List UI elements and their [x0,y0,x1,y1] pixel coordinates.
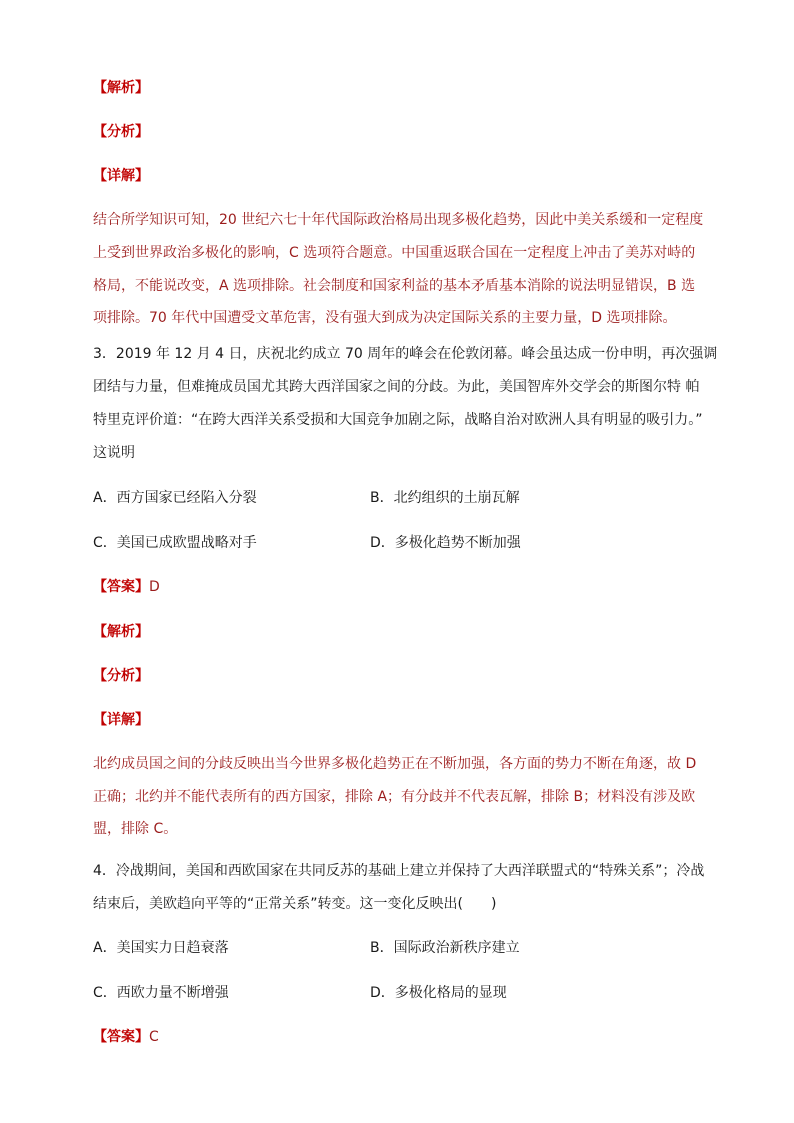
q3-answer-value: D [149,579,160,595]
q4-answer-value: C [149,1029,159,1045]
q3-xiangjie-label: 【详解】 [93,712,149,728]
q2-explanation-line: 项排除。70 年代中国遭受文革危害，没有强大到成为决定国际关系的主要力量，D 选项排除。 [93,310,677,326]
q3-explanation-line: 盟，排除 C。 [93,821,178,837]
q3-option-d: D．多极化趋势不断加强 [370,535,521,551]
q3-option-a: A．西方国家已经陷入分裂 [93,490,257,506]
q3-answer [93,577,160,597]
q3-stem-line: 团结与力量，但难掩成员国尤其跨大西洋国家之间的分歧。为此，美国智库外交学会的斯图尔特 帕 [93,379,700,395]
q4-option-d: D．多极化格局的显现 [370,985,507,1001]
q4-stem-line: 结束后，美欧趋向平等的“正常关系”转变。这一变化反映出( ) [93,896,497,912]
q4-option-a: A．美国实力日趋衰落 [93,940,229,956]
q3-option-c: C．美国已成欧盟战略对手 [93,535,257,551]
q3-explanation-line: 正确；北约并不能代表所有的西方国家，排除 A；有分歧并不代表瓦解，排除 B；材料没有涉及欧 [93,789,696,805]
q2-explanation-line: 上受到世界政治多极化的影响，C 选项符合题意。中国重返联合国在一定程度上冲击了美苏对峙的 [93,245,696,261]
q2-explanation-line: 格局，不能说改变，A 选项排除。社会制度和国家利益的基本矛盾基本消除的说法明显错误，B 选 [93,278,696,294]
q2-xiangjie-label: 【详解】 [93,168,149,184]
q4-option-c: C．西欧力量不断增强 [93,985,229,1001]
q3-option-b: B．北约组织的土崩瓦解 [370,490,520,506]
q2-jiexi-label: 【解析】 [93,80,149,96]
q3-jiexi-label: 【解析】 [93,624,149,640]
q2-explanation-line: 结合所学知识可知，20 世纪六七十年代国际政治格局出现多极化趋势，因此中美关系缓和一定程度 [93,212,704,228]
q2-fenxi-label: 【分析】 [93,124,149,140]
q3-stem-line: 特里克评价道：“在跨大西洋关系受损和大国竞争加剧之际，战略自治对欧洲人具有明显的吸引力。” [93,412,703,428]
q3-stem-line: 3．2019 年 12 月 4 日，庆祝北约成立 70 周年的峰会在伦敦闭幕。峰会虽达成一份申明，再次强调 [93,346,718,362]
q3-answer-label: 【答案】 [93,579,149,595]
q3-stem-line: 这说明 [93,445,135,461]
q3-explanation-line: 北约成员国之间的分歧反映出当今世界多极化趋势正在不断加强，各方面的势力不断在角逐，故 D [93,756,697,772]
q4-answer [93,1027,159,1047]
q4-answer-label: 【答案】 [93,1029,149,1045]
q4-stem-line: 4．冷战期间，美国和西欧国家在共同反苏的基础上建立并保持了大西洋联盟式的“特殊关系”；冷战 [93,863,705,879]
q3-fenxi-label: 【分析】 [93,668,149,684]
q4-option-b: B．国际政治新秩序建立 [370,940,520,956]
